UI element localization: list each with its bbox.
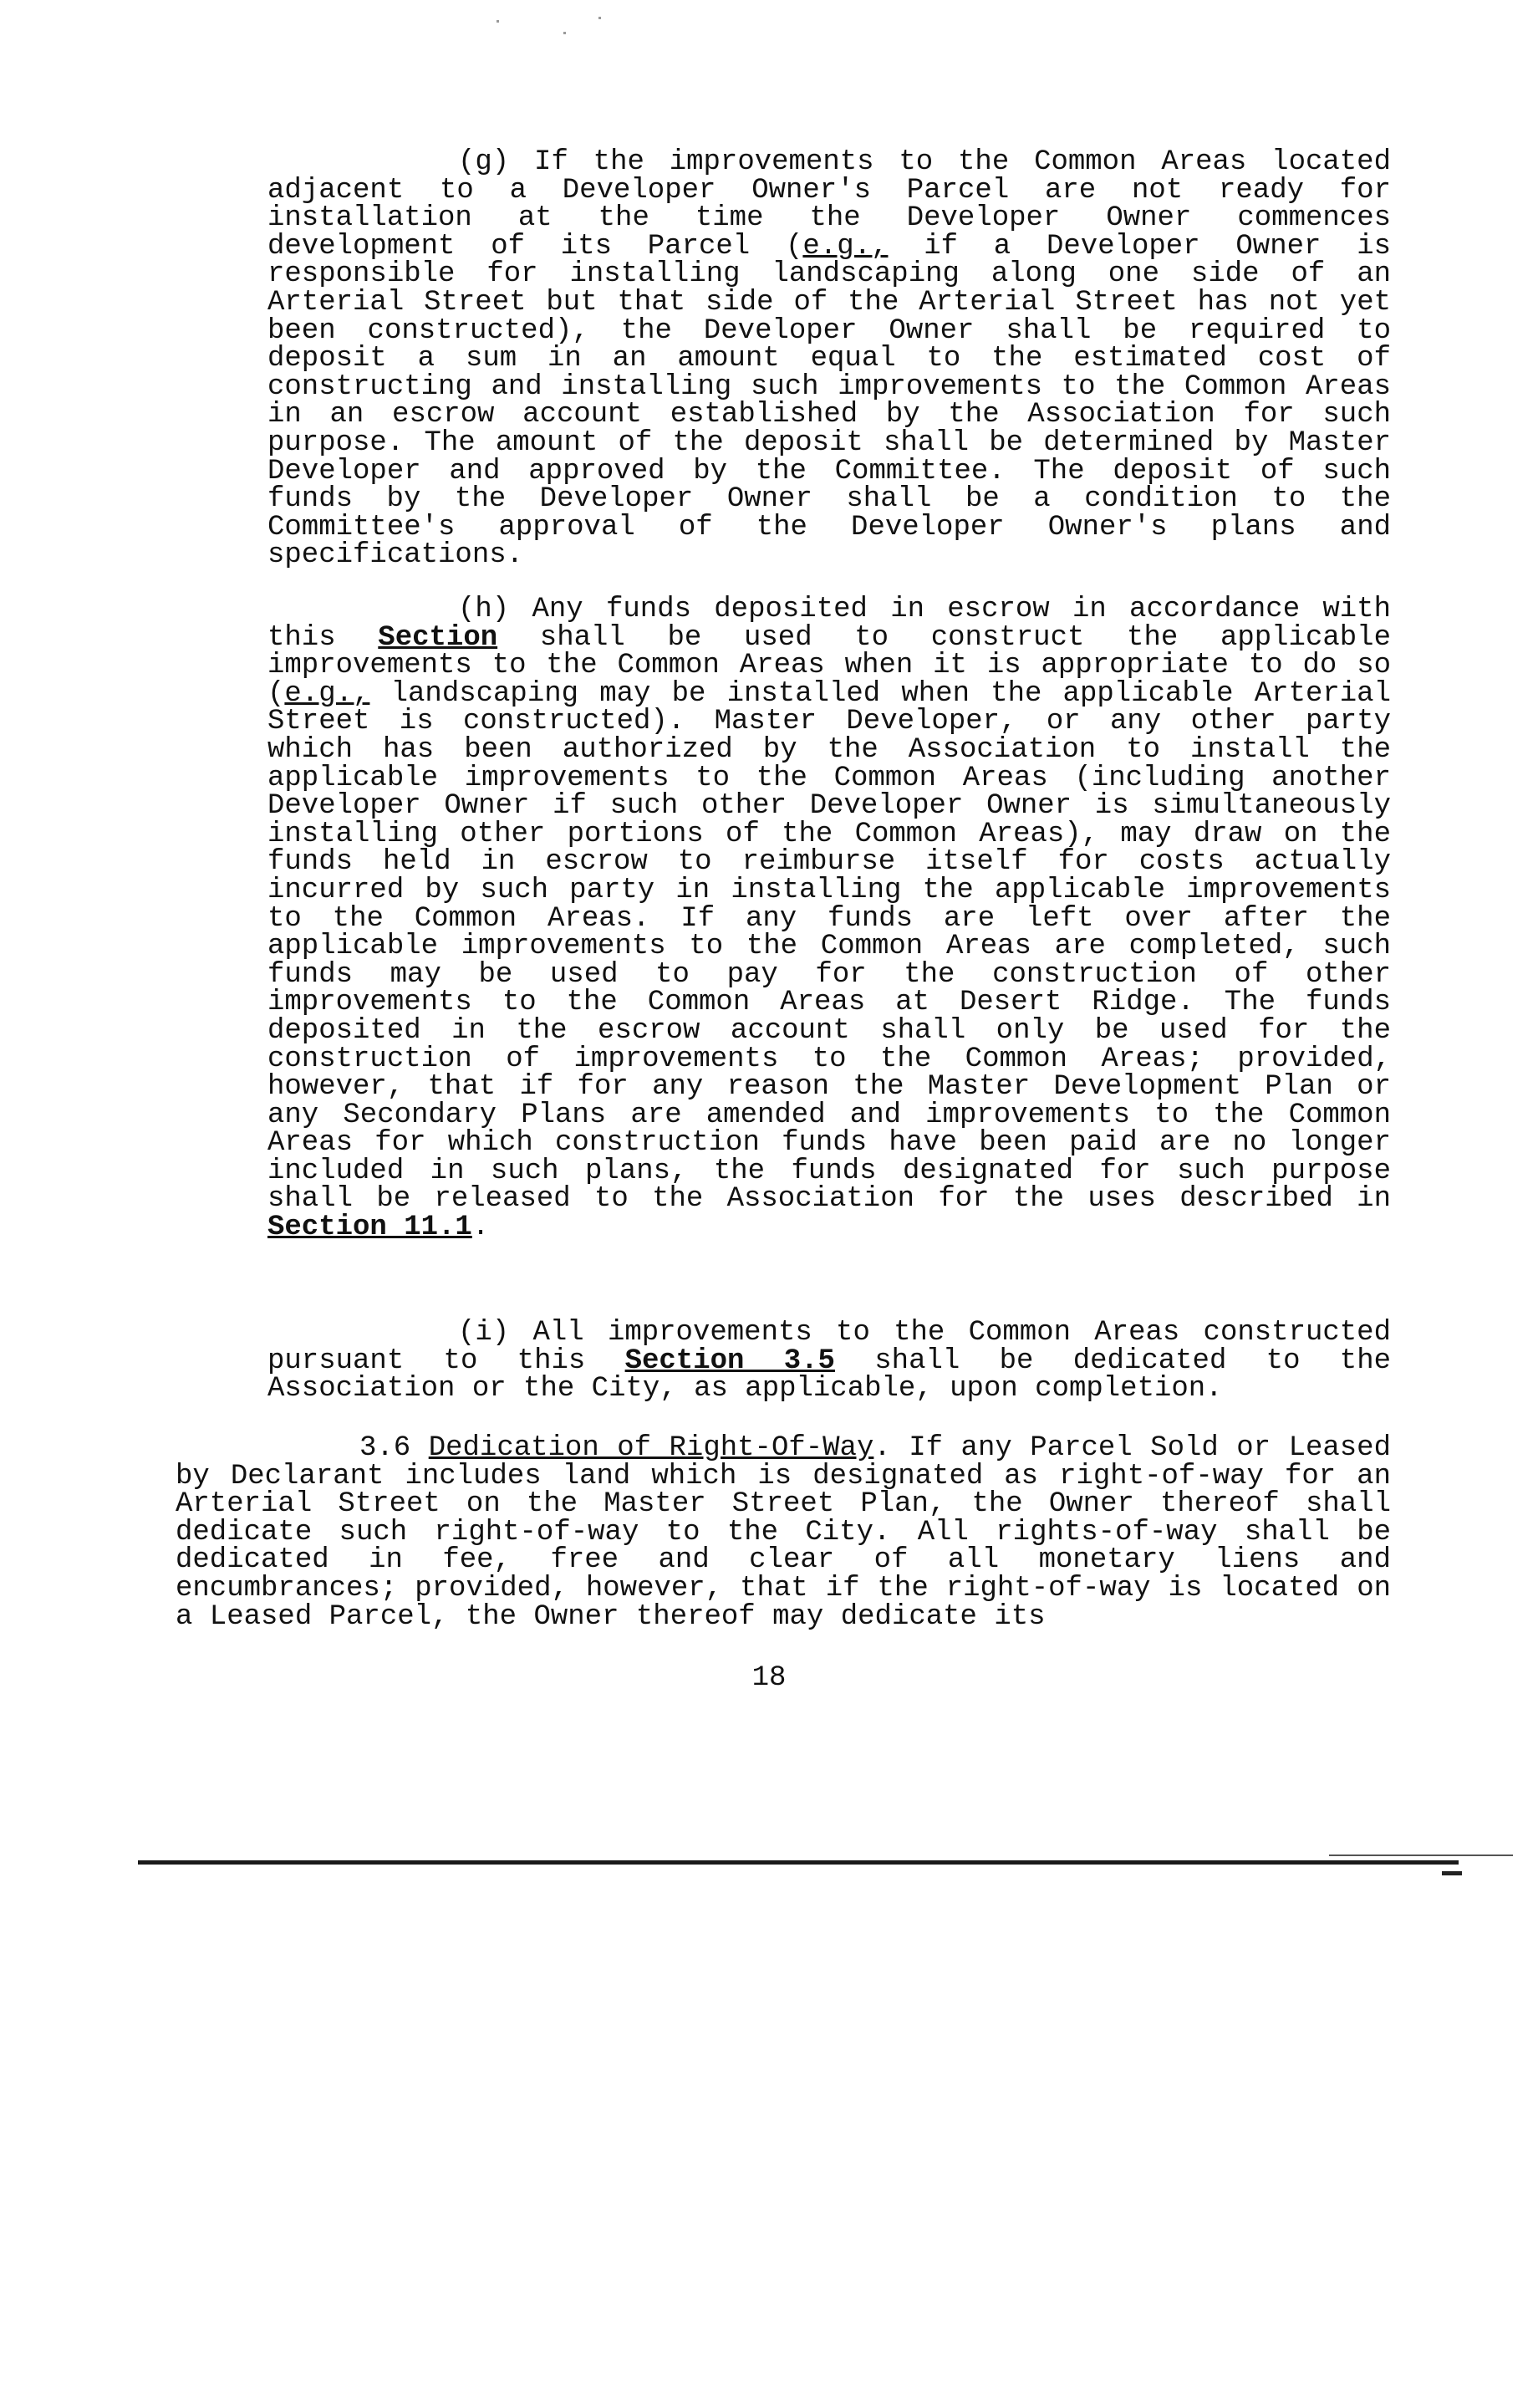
paragraph-i bbox=[267, 1319, 1391, 1404]
scan-mark bbox=[1442, 1871, 1462, 1875]
scan-bottom-rule bbox=[138, 1860, 1459, 1865]
paragraph-h-text-4: . bbox=[471, 1212, 490, 1244]
paragraph-3-6-text: . If any Parcel Sold or Leased by Declarant includes land which is designated as right-of-way for an Arterial Street on the Master Street Plan, the Owner thereof shall dedicate such right-of-way to the City. All rights-of-way shall be dedicated in fee, free and clear of all monetary liens and encumbrances; provided, however, that if the right-of-way is located on a Leased Parcel, the Owner thereof may dedicate its bbox=[176, 1432, 1391, 1633]
scan-speck bbox=[598, 17, 601, 19]
paragraph-g-text-1: (g) If the improvements to the Common Areas located adjacent to a Developer Owner's Parcel are not ready for installation at the time the Developer Owner commences development of its Parcel ( bbox=[267, 146, 1391, 263]
section-number: 3.6 bbox=[359, 1432, 429, 1464]
paragraph-h-text-1: (h) Any funds deposited in escrow in accordance with this bbox=[267, 594, 1391, 654]
section-reference: Section bbox=[378, 621, 498, 654]
paragraph-g bbox=[267, 146, 1392, 572]
paragraph-i-text-2: shall be dedicated to the Association or the City, as applicable, upon completion. bbox=[267, 1344, 1391, 1406]
section-3-5-reference: Section 3.5 bbox=[624, 1344, 835, 1377]
scan-speck bbox=[497, 20, 499, 23]
section-11-1-reference: Section 11.1 bbox=[267, 1212, 472, 1244]
section-heading: Dedication of Right-Of-Way bbox=[428, 1432, 874, 1464]
paragraph-h-text-3: landscaping may be installed when the applicable Arterial Street is constructed). Master Developer, or any other party which has been authorized by the Association to install the applicable improvements to the Common Areas (including another Developer Owner if such other Developer Owner is simultaneously installing other portions of the Common Areas), may draw on the funds held in escrow to reimburse itself for costs actually incurred by such party in installing the applicable improvements to the Common Areas. If any funds are left over after the applicable improvements to the Common Areas are completed, such funds may be used to pay for the construction of other improvements to the Common Areas at Desert Ridge. The funds deposited in the escrow account shall only be used for the construction of improvements to the Common Areas; provided, however, that if for any reason the Master Development Plan or any Secondary Plans are amended and improvements to the Common Areas for which construction funds have been paid are no longer included in such plans, the funds designated for such purpose shall be released to the Association for the uses described in bbox=[267, 677, 1391, 1216]
scan-speck bbox=[563, 32, 566, 34]
paragraph-3-6 bbox=[176, 1432, 1391, 1633]
eg-abbrev: e.g., bbox=[284, 677, 370, 710]
paragraph-h-text-2: shall be used to construct the applicable improvements to the Common Areas when it is appropriate to do so ( bbox=[267, 621, 1391, 710]
scan-edge-line bbox=[1329, 1854, 1513, 1856]
paragraph-h bbox=[267, 596, 1391, 1242]
page-number: 18 bbox=[751, 1662, 787, 1694]
eg-abbrev: e.g., bbox=[802, 230, 889, 263]
paragraph-i-text-1: (i) All improvements to the Common Areas constructed pursuant to this bbox=[267, 1317, 1391, 1377]
paragraph-g-text-2: if a Developer Owner is responsible for installing landscaping along one side of an Arterial Street but that side of the Arterial Street has not yet been constructed), the Developer Owner shall be required to deposit a sum in an amount equal to the estimated cost of constructing and installing such improvements to the Common Areas in an escrow account established by the Association for such purpose. The amount of the deposit shall be determined by Master Developer and approved by the Committee. The deposit of such funds by the Developer Owner shall be a condition to the Committee's approval of the Developer Owner's plans and specifications. bbox=[267, 230, 1392, 572]
